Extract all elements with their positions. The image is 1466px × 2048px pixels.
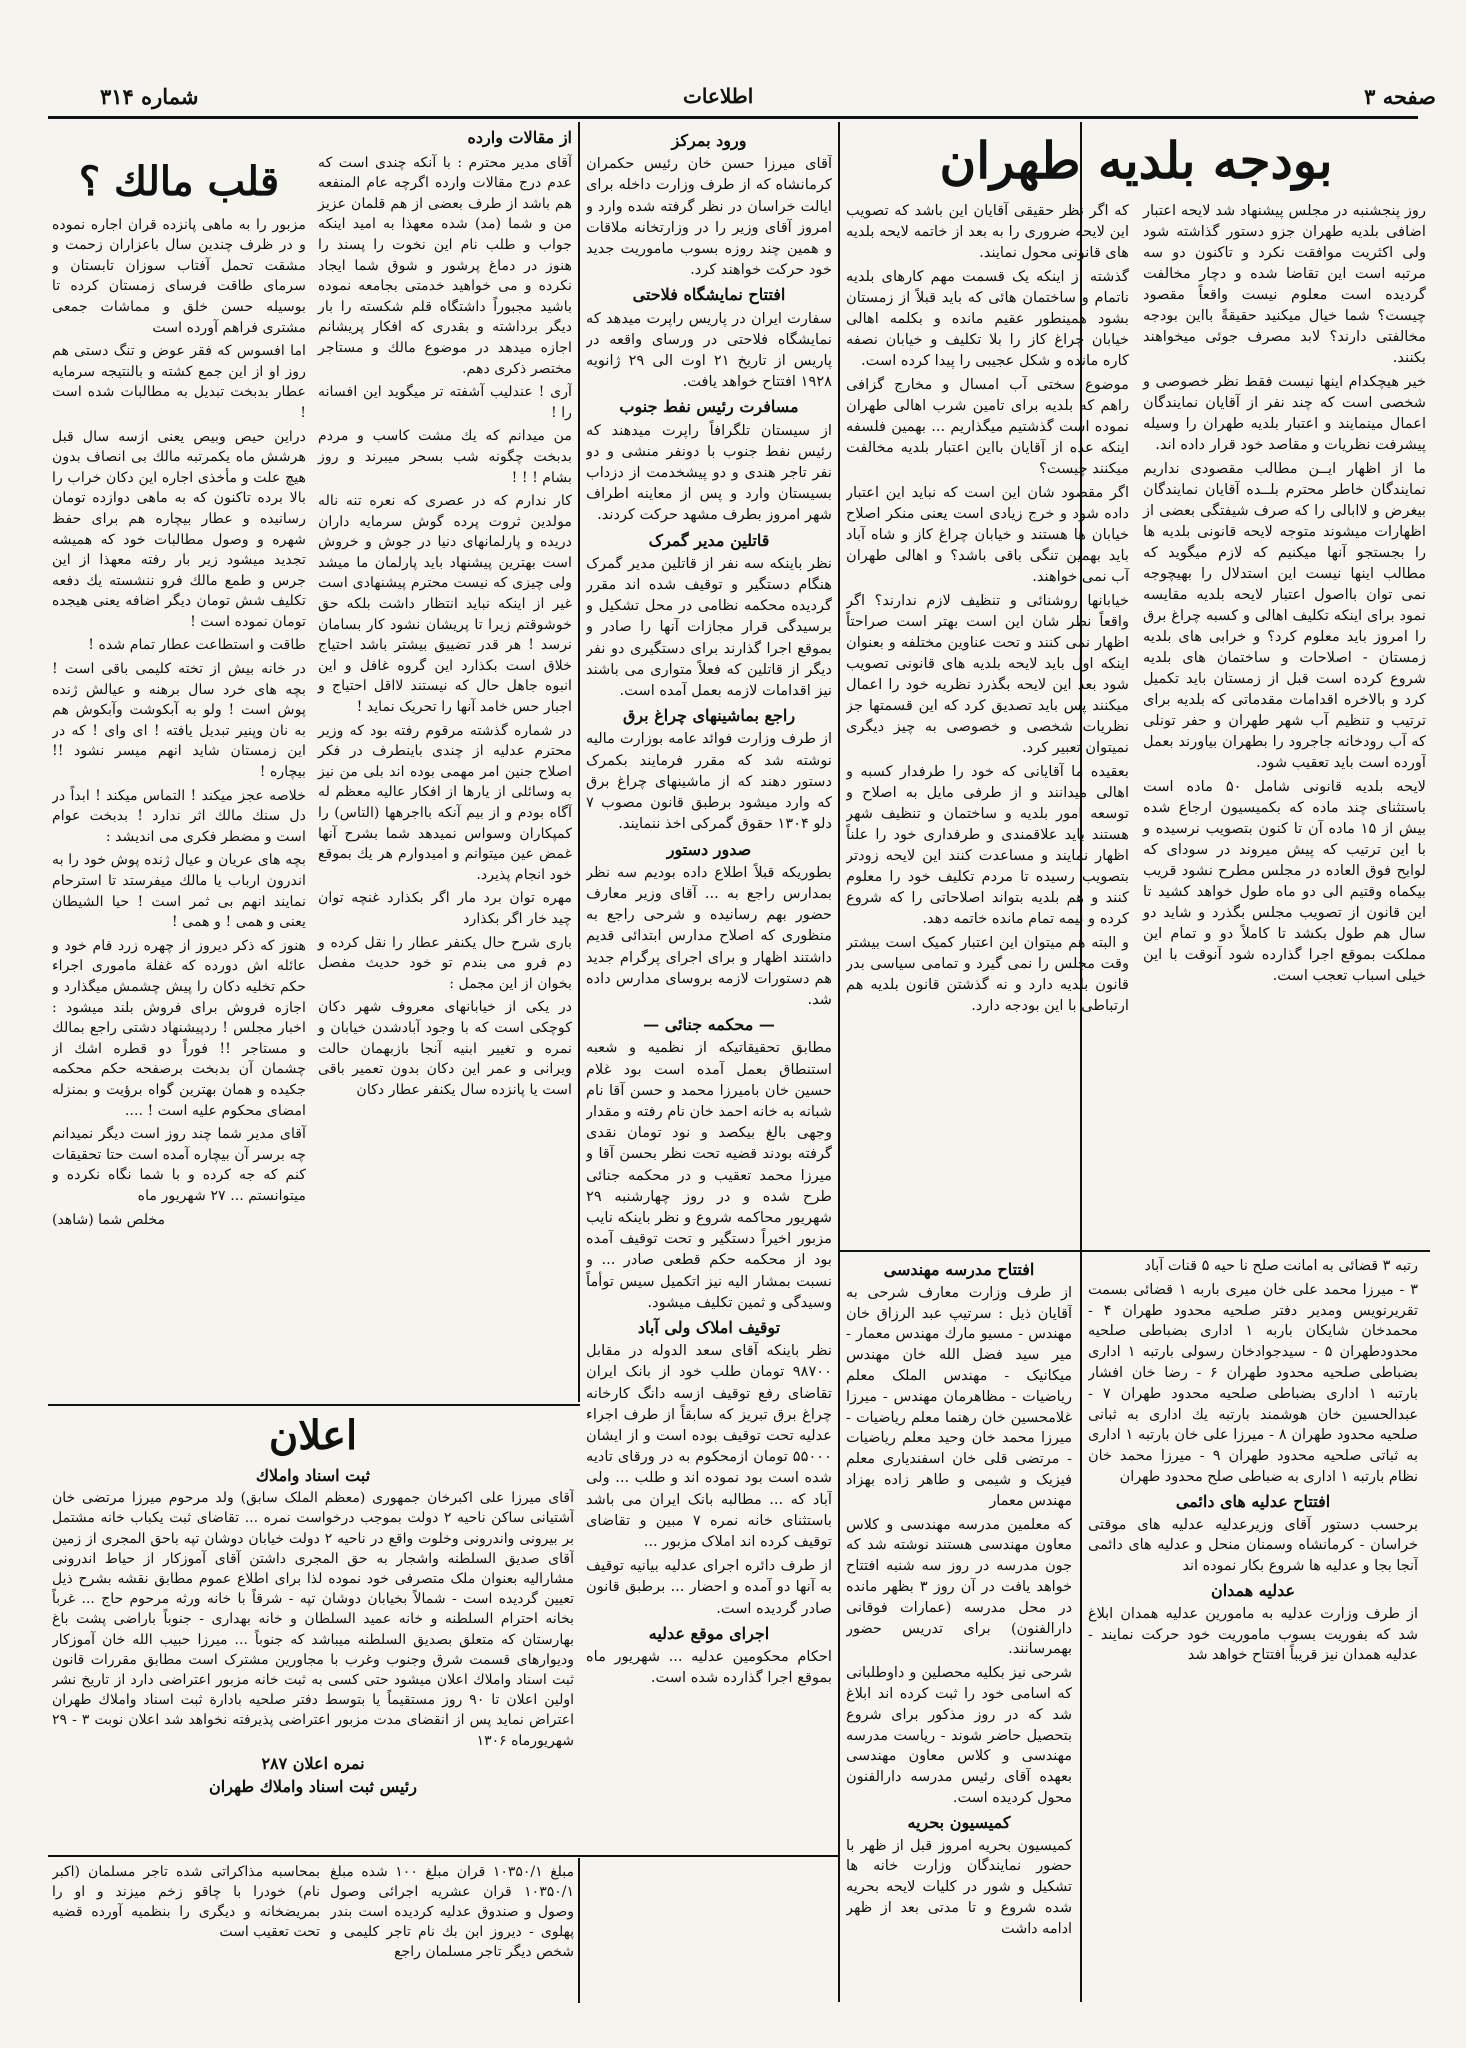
paragraph: مهره توان برد مار اگر بکذارد غنچه توان چید خار اگر بکذارد (318, 890, 572, 927)
paragraph: نظر باینکه آقای سعد الدوله در مقابل ۹۸۷۰۰ تومان طلب خود از بانک ایران تقاضای رفع توقیف ازسه دانگ کارخانه چراغ برق تبریز که سابقاً از طرف اجراء عدلیه تحت توقیف بوده است و از ایشان ۵۵۰۰۰ تومان ازمحکوم به در ورقای تادیه شده است بود نموده اند و طلب ... ولی آباد که ... مطالبه بانک ایران می باشد باستثنای خانه نمره ۷ مبین و تقاضای توقیف کرده اند املاک مزبور ... (586, 1342, 832, 1550)
section-heading: راجع بماشینهای چراغ برق (622, 706, 796, 726)
bottom-news-middle (330, 1862, 574, 2000)
paragraph: از طرف وزارت فوائد عامه بوزارت مالیه نوشته شد که مقرر فرمایند بکمرک دستور دهند که از ماشینهای چراغ برق که وارد میشود برطبق قانون مصوب ۷ دلو ۱۳۰۴ حقوق گمرکی اخذ ننمایند. (586, 730, 832, 833)
paragraph: از سیستان تلگرافاً راپرت میدهند که رئیس نفط جنوب با دونفر منشی و دو نفر تاجر هندی و دو پیشخدمت از دزداب بسیستان وارد و پس از معاینه اطراف شهر امروز بطرف مشهد حرکت کردند. (586, 421, 832, 524)
signature: مخلص شما (شاهد) (52, 1211, 165, 1228)
paragraph: خیابانها روشنائی و تنظیف لازم ندارند؟ اگر واقعاً نظر شان این است بهتر است صراحتاً اظهار نمی کنند و تحت عناوین مختلفه و بعنوان اینکه اول باید لایحه بلدیه های قانونی تصویب شود بعد این لایحه بگذرد نظریه خود را اعمال میکنند پس باید تصدیق کرد که این قسمتها جز نظریات شخصی و خصوصی به چیز دیگری نمیتوان تعبیر کرد. (846, 592, 1129, 756)
column-divider (578, 1858, 580, 2003)
issue-number: شماره ۳۱۴ (100, 84, 199, 109)
section-heading: افتتاح عدلیه های دائمی (1175, 1491, 1331, 1511)
paragraph: آقای مدیر محترم : با آنکه چندی است که عدم درج مقالات وارده اگرچه عام المنفعه هم باشد از طرف بعضی از هم قلمان عزیز من و شما (مد) شده معهذا به امید اینکه جواب و طلب نام این نخوت را پسند را هنوز در دماغ پرشور و شوق شما ایجاد نکرده و می خواهید خدمتی بجامعه نموده باشید مجبوراً داشتگاه قلم شکسته را بار دیگر برداشته و بقدری که افکار پریشانم اجازه میدهد در موضوع مالك و مستاجر مختصر ذکری دهم. (318, 154, 572, 377)
section-heading: افتتاح مدرسه مهندسی (883, 1260, 1035, 1279)
paragraph: بعقیده ما آقایانی که خود را طرفدار کسبه و اهالی میدانند و از طرفی مایل به اصلاح و توسعه امور بلدیه و ساختمان و تنظیف شهر هستند باید علاقمندی و طرفداری خود را علناً اظهار نمایند و مساعدت کنند این لایحه زودتر بتصویب رسیده تا مردم تکلیف خود را معلوم کنند و هم بلدیه بتواند اصلاحاتی را که شروع کرده و نیمه تمام مانده خاتمه دهد. (846, 763, 1129, 927)
column-divider (578, 122, 580, 1402)
paragraph: شرحی نیز بکلیه محصلین و داوطلبانی که اسامی خود را ثبت کرده اند ابلاغ شد که در روز مذکور برای شروع بتحصیل حاضر شوند - ریاست مدرسه مهندسی و کلاس معاون مهندسی بعهده آقای رئیس مدرسه دارالفنون محول کردیده است. (846, 1665, 1072, 1806)
paragraph: آری ! عندلیب آشفته تر میگوید این افسانه را ! (318, 384, 572, 421)
paragraph: آقای میرزا حسن خان رئیس حکمران کرمانشاه که از طرف وزارت داخله برای ایالت خراسان در نظر گرفته شده وارد و امروز آقای وزیر را در وزارتخانه ملاقات و همین چند روزه بسوب ماموریت جدید خود حرکت خواهند کرد. (586, 155, 832, 279)
column-divider (838, 122, 840, 2002)
paragraph: مبلغ ۱۰۳۵۰/۱ قران مبلغ ۱۰۰ شده مبلغ ۱۰۳۵۰/۱ قران عشریه اجرائی وصول وصول و صندوق عدلیه کردیده است بندر پهلوی - دیروز ابن بك نام تاجر کلیمی و شخص دیگر تاجر مسلمان راجع (330, 1864, 574, 1960)
notice-title: اعلان (268, 1412, 358, 1459)
paragraph: روز پنجشنبه در مجلس پیشنهاد شد لایحه اعتبار اضافی بلدیه طهران جزو دستور گذاشته شود ولی اکثریت موافقت نکرد و تاکنون دو سه مرتبه است این تقاضا شده و دچار مخالفت گردیده است معلوم نیست واقعاً مقصود چیست؟ شما خیال میکنید حقیقةً بااین بودجه مخالفتی دارند؟ لابد مصرف جوئی میخواهند بکنند. (1143, 202, 1426, 366)
paragraph: ۳ - میرزا محمد علی خان میری باربه ۱ قضائی بسمت تقریرنویس ومدیر دفتر صلحیه محدود طهران ۴ - محمدخان شایکان باربه ۱ اداری بضباطی صلحیه محدودطهران ۵ - سیدجوادخان رسولی بارتبه ۱ اداری بضباطی صلحیه محدود طهران ۶ - رضا خان افشار بارتبه ۱ اداری بضباطی صلحیه محدود طهران ۷ - عبدالحسین خان هوشمند بارتبه یك اداری به ثبانی صلحیه محدود طهران ۸ - میرزا علی خان بارتبه ۱ اداری به ثباتی صلحیه محدود طهران ۹ - میرزا محمد خان نظام بارتبه ۱ اداری به ضباطی صلح محدود طهران (1088, 1281, 1418, 1485)
paragraph: از طرف وزارت معارف شرحی به آقایان ذیل : سرتیپ عبد الرزاق خان مهندس - مسیو مارك مهندس معمار - میر سید فضل الله خان مهندس میکانیک - مهندس الملک معلم ریاضیات - مظاهرمان مهندس - میرزا غلامحسین خان رهنما معلم ریاضیات - میرزا محمد خان وحید معلم ریاضیات - مرتضی قلی خان اسفندیاری معلم فیزیک و شیمی و طاهر زاده بهزاد مهندس معمار (846, 1284, 1072, 1509)
paragraph: نظر باینکه سه نفر از قاتلین مدیر گمرک هنگام دستگیر و توقیف شده اند مقرر گردیده محکمه نظامی در محل تشکیل و برسیدگی قرار مجازات آنها را صادر و بموقع اجرا گذارند برای دستگیری دو نفر دیگر از قاتلین که فعلاً متواری می باشند نیز اقدامات لازمه بعمل آمده است. (586, 554, 832, 700)
news-column (586, 126, 832, 1996)
signature: رئیس ثبت اسناد واملاك طهران (209, 1777, 417, 1797)
paragraph: از طرف وزارت عدلیه به مامورین عدلیه همدان ابلاغ شد که بفوریت بسوب ماموریت خود حرکت نمایند - عدلیه همدان نیز قریباً افتتاح خواهد شد (1088, 1605, 1418, 1664)
paragraph: مطابق تحقیقاتیکه از نظمیه و شعبه استنطاق بعمل آمده است بود غلام حسین خان بامیرزا محمد و حسن آقا نام شبانه به خانه احمد خان نام رفته و مقدار وجهی بالغ بیکصد و نود تومان نقدی گرفته بودند قضیه تحت نظر بحسن آقا و میرزا محمد تعقیب و در محکمه جنائی طرح شده و در روز چهارشنبه ۲۹ شهریور محاکمه شروع و نظر باینکه نایب مزبور اخیراً دستگیر و تحت توقیف آمده بود از محکمه حکم قطعی صادر ... و نسبت بمشار الیه نیز اتکمیل سیس توأماً وسیدگی و ثمین تکلیف میشود. (586, 1039, 832, 1311)
paragraph: آقای میرزا علی اکبرخان جمهوری (معظم الملک سابق) ولد مرحوم میرزا مرتضی خان آشتیانی ساکن ناحیه ۲ دولت بموجب درخواست نمره ... تقاضای ثبت یکباب خانه مشتمل بر بیرونی واندرونی وخلوت واقع در ناحیه ۲ دولت خیابان دوشان تپه باحق المجری از زمین آقای صدیق السلطنه واشجار به حق المجری داشتن آقای آموزکار از حیاط اندرونی مشارالیه بعنوان ملک متصرفی خود نموده لذا برای اطلاع عموم مطابق نقشه بشرح ذیل تعیین گردیده است - شمالاً بخیابان دوشان تپه - شرقاً با خانه ورثه مرحوم حاج ... غرباً بخانه احترام السلطنه و خانه عمید السلطان و خانه بهداری - جنوباً باراضی پشت باغ بهارستان که متعلق بصدیق السلطنه میباشد که جنوباً ... میرزا حبیب الله خان آموزکار ودیوارهای قسمت شرق وجنوب وغرب با مجاورین مشترک است مطابق مقررات قانون ثبت اسناد واملاك اعلان میشود حتی کسی به ثبت خانه مزبور اعتراضی دارد از تاریخ نشر اولین اعلان تا ۹۰ روز مستقیماً یا بتوسط دفتر صلحیه بادارة ثبت اسناد واملاك طهران اعتراض نماید پس از انقضای مدت مزبور اعتراضی پذیرفته نخواهد شد اعلان نوبت ۳ - ۲۹ شهریورماه ۱۳۰۶ (52, 1490, 574, 1749)
notice-subtitle: ثبت اسناد واملاك (255, 1466, 371, 1485)
section-rule (48, 1404, 580, 1406)
section-heading: کمیسیون بحریه (907, 1812, 1011, 1832)
page-number: صفحه ۳ (1364, 84, 1436, 109)
paragraph: اما افسوس که فقر عوض و تنگ دستی هم روز او از این جمع کشته و بالنتیجه سرمایه عطار بدبخت تبدیل به مطالبات شده است ! (52, 343, 306, 421)
paragraph: و البته هم میتوان این اعتبار کمیک است بیشتر وقت مجلس را نمی گیرد و تمامی سیاسی بدر قانون بلدیه دارد و نه گذشتن قانون بلدیه هم ارتباطی با این بودجه دارد. (846, 934, 1129, 1014)
section-heading: ورود بمرکز (671, 131, 747, 150)
paragraph: سفارت ایران در پاریس راپرت میدهد که نمایشگاه فلاحتی در ورسای واقعه در پاریس از تاریخ ۲۱ اوت الی ۲۹ ژانویه ۱۹۲۸ افتتاح خواهد یافت. (586, 309, 832, 391)
paragraph: در یکی از خیابانهای معروف شهر دکان کوچکی است که با وجود آبادشدن خیابان و نمره و تغییر ابنیه آنجا بازبهمان حالت ویرانی و عمر این دکان بدون تعمیر باقی است یا پانزده سال یکنفر عطار دکان (318, 999, 572, 1098)
section-kicker: از مقالات وارده (467, 128, 572, 147)
section-heading: مسافرت رئیس نفط جنوب (619, 397, 799, 417)
section-heading: صدور دستور (666, 839, 752, 859)
section-heading: افتتاح نمایشگاه فلاحتی (632, 285, 786, 305)
paragraph: گذشته از اینکه یک قسمت مهم کارهای بلدیه ناتمام و ساختمان هائی که باید قبلاً از زمستان بشود همینطور عقیم مانده و بکلمه اهالی خیابان چراغ کاز را بلا تکلیف و خیابان نصفه کاره مانده و شکل عجیبی را پیدا کرده است. (846, 268, 1129, 369)
paragraph: بمحاسبه مذاکراتی شده تاجر مسلمان (اکبر نام) خودرا با چاقو زخم میزند و او را بمریضخانه و دیگری را بنظمیه آورده قضیه تحت تعقیب است (52, 1864, 320, 1940)
paragraph: باری شرح حال یکنفر عطار را نقل کرده و دم فرو می بندم تو خود حدیث مفصل بخوان از این مجمل : (318, 934, 572, 992)
newspaper-name: اطلاعات (683, 84, 754, 108)
section-heading: قاتلین مدیر گمرک (648, 530, 770, 550)
notice-number: نمره اعلان ۲۸۷ (261, 1753, 365, 1773)
paragraph: لایحه بلدیه قانونی شامل ۵۰ ماده است باستثنای چند ماده که بکمیسیون ارجاع شده بیش از ۱۵ ماده آن تا کنون بتصویب نرسیده و با این ترتیب که پیش میروند در سودای که لوایح فوق العاده در مجلس مطرح نشود قریب بیکماه وقتیم الی دو ماه طول خواهد کشید تا این قانون از تصویب مجلس بگذرد و شاید دو سال هم طول بکشد تا کاملاً دو و تمام این مملکت بموقع اجرا گذارده شود آنوقت با این خیلی اسباب تعجب است. (1143, 778, 1426, 984)
paragraph: اگر مقصود شان این است که نباید این اعتبار داده شود و خرج زیادی است یعنی منکر اصلاح خیابان ها هستند و خیابان چراغ کاز و شاه آباد باید بهمین تنگی باقی باشد؟ و اهالی طهران آب نمی خواهند. (846, 484, 1130, 585)
paragraph: برحسب دستور آقای وزیرعدلیه عدلیه های موقتی خراسان - کرمانشاه وسمنان منحل و عدلیه های دائمی آنجا بجا و عدلیه ها شروع بکار نموده اند (1088, 1516, 1418, 1575)
paragraph: در شماره گذشته مرقوم رفته بود که وزیر محترم عدلیه از چندی باینطرف در فکر اصلاح جنین امر مهمی بوده اند بلی من نیز به وسائلی از یارها از افکار عالیه معظم له آگاه بودم و از بیم آنکه بااجرهها (التاس) را کمپکاران وسواس نمیدهد شما بشرح آنها غمض عین میتوانم و امیدوارم هر یك بموقع خود انجام پذیرد. (318, 722, 572, 883)
paragraph: دراین حیص وبیص یعنی ازسه سال قبل هرشش ماه یکمرتبه مالك بی انصاف بدون هیچ علت و مأخذی اجاره این دکان خراب را بالا برده تاکنون که به ماهی دوازده تومان رسانیده و عطار بیچاره هم برای حفظ شهره و وصول مطالبات خود که همیشه تجدید میشود زیر بار رفته معهذا از این جرس و طمع مالك فرو ننشسته یك دفعه تکلیف شش تومان دیگر اضافه یعنی هیجده تومان نموده است ! (52, 428, 306, 630)
paragraph: طاقت و استطاعت عطار تمام شده ! (88, 637, 306, 654)
paragraph: کمیسیون بحریه امروز قبل از ظهر با حضور نمایندگان وزارت خانه ها تشکیل و شور در کلیات لایحه بحریه شده شروع و تا مدتی بعد از ظهر ادامه داشت (846, 1837, 1072, 1937)
engineering-school-column (846, 1256, 1072, 2001)
paragraph: آقای مدیر شما چند روز است دیگر نمیدانم چه برسر آن بیچاره آمده است حتا تحقیقات کنم که جه کرده و با شما نگاه نکرده و میتوانستم ... ۲۷ شهریور ماه (52, 1126, 306, 1204)
paragraph: خیر هیچکدام اینها نیست فقط نظر خصوصی و شخصی است که چند نفر از آقایان نمایندگان اعمال مینمایند و اعتبار بلدیه طهران را وسیله پیشرفت نظریات و مقاصد خود قرار داده اند. (1143, 373, 1426, 453)
section-heading: توقیف املاک ولی آباد (637, 1317, 781, 1337)
paragraph: که معلمین مدرسه مهندسی و کلاس معاون مهندسی هستند نوشته شد که جون مدرسه در روز سه شنبه افتتاح خواهد یافت در آن روز ۳ بظهر مانده در محل مدرسه (عمارات فوقانی دارالفنون) برای تدریس حضور بهمرسانند. (846, 1516, 1072, 1658)
paragraph: ما از اظهار ایــن مطالب مقصودی نداریم نمایندگان خاطر محترم بلــده آقایان نمایندگان بیغرض و لاابالی را که صرف شیفتگی بعضی از اظهارات میشوند متوجه لایحه قانونی بلدیه ها را بجستجو آنها میکنیم که لازم میگوید که مطالب اینها نیست این استدلال را بهیچوجه نمی توان بااصول اعتبار لایحه بلدیه مقایسه نمود برای اینکه تکلیف اهالی و کسبه چراغ برق را امروز باید معلوم کرد؟ و خرابی های بلدیه زمستان - اصلاحات و ساختمان های بلدیه شروع کرده است قبل از زمستان باید تکمیل کرد و بالاخره اقدامات مقدماتی که بلدیه برای ترتیب و تنظیم آب شهر طهران و حفر تونلی که آب رودخانه جاجرود را بطهران بیاورند بعمل آورده است باید تعقیب شود. (1143, 460, 1426, 771)
section-heading: اجرای موقع عدلیه (648, 1623, 770, 1643)
paragraph: در خانه بیش از تخته کلیمی باقی است ! بچه های خرد سال برهنه و عیالش ژنده پوش است ! ولو به آبکوشت وآبکوش هم به نان وپنیر تبدیل یافته ! ای وای ! که در این زمستان شاید انهم میسر نشود !! بیچاره ! (52, 661, 306, 781)
paragraph: خلاصه عجز میکند ! التماس میکند ! ابداً در دل سنك مالك اثر ندارد ! بدبخت عوام است و مضطر فکری می اندیشد : (52, 787, 306, 845)
paragraph: احکام محکومین عدلیه ... شهریور ماه بموقع اجرا گذارده شده است. (586, 1648, 832, 1687)
header-rule (48, 116, 1418, 119)
paragraph: که اگر نظر حقیقی آقایان این باشد که تصویب این لایحه ضروری را به بعد از خاتمه لایحه بلدیه های قانونی محول نمایند. (846, 202, 1129, 261)
paragraph: کار ندارم که در عصری که نعره تنه ناله مولدین ثروت پرده گوش سرمایه داران دریده و پارلمانهای دنیا در جوش و خروش است بهترین پیشنهاد باید پارلمان ما میشد ولی چیزی که نیست محترم پیشنهادی است غیر از اینکه نباید انتظار داشت بلکه حق خوشوقتم زیرا تا پریشان نشود کار بسامان نرسد ! هر قدر تضییق بیشتر باشد احتیاج خلاق است بکذارد این گروه غافل و این انبوه جاهل حال که نیستند لااقل احتیاج و اجبار حس خامد آنها را تحریک نماید ! (318, 493, 572, 716)
section-rule (840, 1250, 1430, 1252)
registration-notice (52, 1410, 574, 1850)
article-title: قلب مالك ؟ (78, 157, 280, 205)
paragraph: من میدانم که یك مشت کاسب و مردم بدبخت چگونه شب بسحر میبرند و روز بشام ! ! ! (318, 428, 572, 486)
paragraph: از طرف دائره اجرای عدلیه بیانیه توقیف به آنها دو آمده و احضار ... برطبق قانون صادر گردیده است. (586, 1557, 832, 1617)
paragraph: رتبه ۳ قضائی به امانت صلح نا حیه ۵ قنات آباد (1144, 1258, 1418, 1274)
paragraph: بطوریکه قبلاً اطلاع داده بودیم سه نظر بمدارس راجع به ... آقای وزیر معارف حضور بهم رسانیده و شرحی راجع به منظوری که اصلاح مدارس ابتدائی قدیم داشتند اظهار و برای اجرای پرگرام جدید هم دستورات لازمه بروسای مدارس داده شد. (586, 863, 832, 1008)
paragraph: بچه های عریان و عیال ژنده پوش خود را به اندرون ارباب یا مالك میفرستد تا استرحام نمایند انهم بی ثمر است ! حیا الشیطان یعنی و همی ! و همی ! (52, 852, 306, 931)
article-landlord-heart (52, 126, 572, 1398)
appointments-column (1088, 1256, 1418, 2001)
article-municipal-budget (846, 126, 1426, 1244)
section-heading: — محکمه جنائی — (643, 1015, 775, 1035)
section-heading: عدلیه همدان (1210, 1580, 1296, 1600)
paragraph: مزبور را به ماهی پانزده قران اجاره نموده و در ظرف چندین سال باعزاران زحمت و مشقت تحمل آفتاب سوزان تابستان و سرمای طاقت فرسای زمستان کرده تا بوسیله حسن خلق و مماشات جمعی مشتری فراهم آورده است (52, 216, 306, 336)
paragraph: موضوع سختی آب امسال و مخارج گزافی راهم که بلدیه برای تامین شرب اهالی طهران نموده است گذشتیم میگذاریم ... بهمین فلسفه اینکه عده از آقایان بااین اعتبار بلدیه مخالفت میکنند چیست؟ (846, 376, 1129, 477)
paragraph: هنوز که ذکر دیروز از چهره زرد فام خود و عائله اش دورده که غفلة ماموری اجراء حکم تخلیه دکان را پیش چشمش میگذارد و اجازه فروش برای فروش بلند میشود : اخبار مجلس ! ردپیشنهاد دشتی راجع بمالك و مستاجر !! فوراً دو قطره اشك از چشمان آن بدبخت برصفحه حکم محکمه جکیده و همان بهترین گواه برؤیت و بمنزله امضای محکوم علیه است ! .... (52, 937, 306, 1119)
article-title: بودجه بلدیه طهران (939, 131, 1333, 190)
bottom-news-left (52, 1862, 320, 2000)
